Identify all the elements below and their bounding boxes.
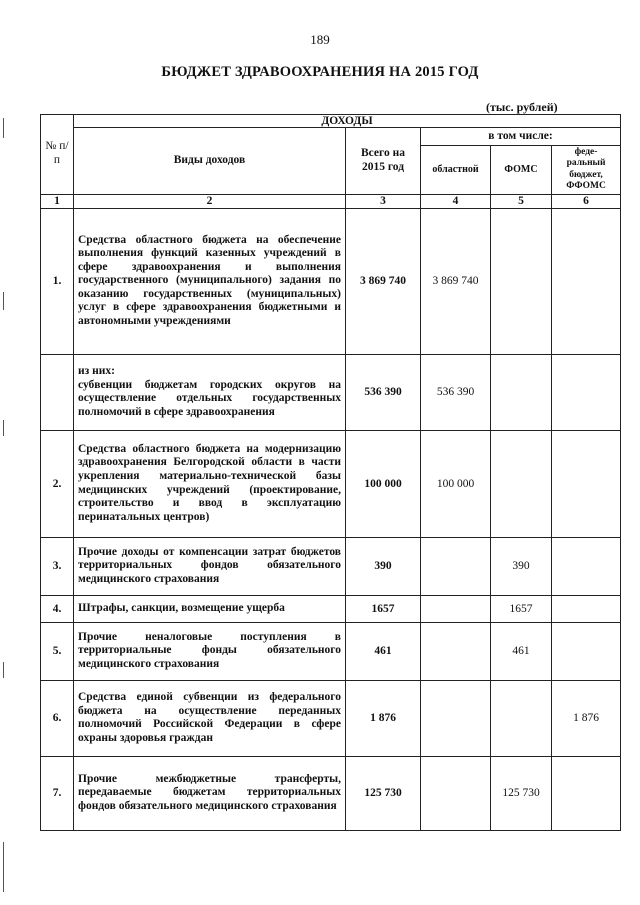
table-row: [41, 680, 621, 756]
row-description: Штрафы, санкции, возмещение ущерба: [74, 595, 346, 622]
row-federal: [552, 354, 621, 430]
table-row: [41, 208, 621, 354]
row-description: Средства областного бюджета на обеспечение выполнения функций казенных учреждений в сфере здравоохранения и выполнения государственного (муниципального) задания по оказанию государственных (муниципальных) услуг в сфере здравоохранения бюджетными и автономными учреждениями: [74, 208, 346, 354]
table-row: [41, 595, 621, 622]
row-foms: 390: [491, 537, 552, 595]
row-number: [41, 354, 74, 430]
column-number: 5: [491, 194, 552, 208]
row-number: 4.: [41, 595, 74, 622]
row-regional: [421, 537, 491, 595]
row-total: 125 730: [346, 756, 421, 830]
page-title: БЮДЖЕТ ЗДРАВООХРАНЕНИЯ НА 2015 ГОД: [161, 64, 479, 80]
header-revenue: ДОХОДЫ: [74, 115, 621, 128]
header-federal: феде-ральный бюджет, ФФОМС: [552, 146, 621, 195]
row-number: 2.: [41, 430, 74, 537]
left-margin-mark-2: [3, 292, 4, 310]
header-total: Всего на 2015 год: [346, 128, 421, 195]
row-description: Средства областного бюджета на модернизацию здравоохранения Белгородской области в части укрепления материально-технической базы медицинских учреждений (проектирование, строительство и ввод в эксплуатацию перинатальных центров): [74, 430, 346, 537]
row-federal: [552, 622, 621, 680]
row-foms: 125 730: [491, 756, 552, 830]
row-total: 536 390: [346, 354, 421, 430]
row-total: 1 876: [346, 680, 421, 756]
table-row: [41, 756, 621, 830]
row-description: Прочие доходы от компенсации затрат бюджетов территориальных фондов обязательного медицинского страхования: [74, 537, 346, 595]
row-total: 100 000: [346, 430, 421, 537]
row-total: 3 869 740: [346, 208, 421, 354]
row-description-intro: из них:: [78, 364, 115, 377]
row-federal: [552, 595, 621, 622]
table-row: [41, 622, 621, 680]
row-total: 390: [346, 537, 421, 595]
row-description: Прочие межбюджетные трансферты, передаваемые бюджетам территориальных фондов обязательного медицинского страхования: [74, 756, 346, 830]
header-number: № п/п: [41, 115, 74, 195]
column-number: 1: [41, 194, 74, 208]
row-description-text: субвенции бюджетам городских округов на осуществление отдельных государственных полномочий в сфере здравоохранения: [78, 378, 341, 418]
row-regional: 3 869 740: [421, 208, 491, 354]
row-foms: [491, 208, 552, 354]
row-regional: [421, 622, 491, 680]
row-regional: [421, 595, 491, 622]
row-foms: [491, 354, 552, 430]
header-foms: ФОМС: [491, 146, 552, 195]
row-foms: [491, 430, 552, 537]
column-number: 2: [74, 194, 346, 208]
row-regional: [421, 756, 491, 830]
row-number: 6.: [41, 680, 74, 756]
header-kind: Виды доходов: [74, 128, 346, 195]
left-margin-mark-5: [3, 842, 4, 892]
row-description: Прочие неналоговые поступления в территориальные фонды обязательного медицинского страхования: [74, 622, 346, 680]
units-label: (тыс. рублей): [486, 100, 558, 114]
row-number: 7.: [41, 756, 74, 830]
column-number: 6: [552, 194, 621, 208]
row-federal: [552, 208, 621, 354]
column-number: 4: [421, 194, 491, 208]
row-foms: 1657: [491, 595, 552, 622]
row-number: 3.: [41, 537, 74, 595]
row-number: 5.: [41, 622, 74, 680]
column-number-row: [41, 194, 621, 208]
left-margin-mark-4: [3, 662, 4, 678]
row-foms: 461: [491, 622, 552, 680]
row-description: Средства единой субвенции из федерального бюджета на осуществление переданных полномочий Российской Федерации в сфере охраны здоровья граждан: [74, 680, 346, 756]
table-row: [41, 354, 621, 430]
left-margin-mark-3: [3, 420, 4, 436]
table-row: [41, 430, 621, 537]
row-total: 461: [346, 622, 421, 680]
row-regional: [421, 680, 491, 756]
row-number: 1.: [41, 208, 74, 354]
row-description: [74, 354, 346, 430]
table-row: [41, 537, 621, 595]
header-including: в том числе:: [421, 128, 621, 146]
row-federal: [552, 537, 621, 595]
row-federal: 1 876: [552, 680, 621, 756]
row-regional: 100 000: [421, 430, 491, 537]
row-federal: [552, 430, 621, 537]
left-margin-mark-1: [3, 118, 4, 138]
row-foms: [491, 680, 552, 756]
header-regional: областной: [421, 146, 491, 195]
page-number: 189: [310, 32, 330, 47]
row-federal: [552, 756, 621, 830]
column-number: 3: [346, 194, 421, 208]
row-regional: 536 390: [421, 354, 491, 430]
row-total: 1657: [346, 595, 421, 622]
budget-table: [40, 114, 621, 831]
